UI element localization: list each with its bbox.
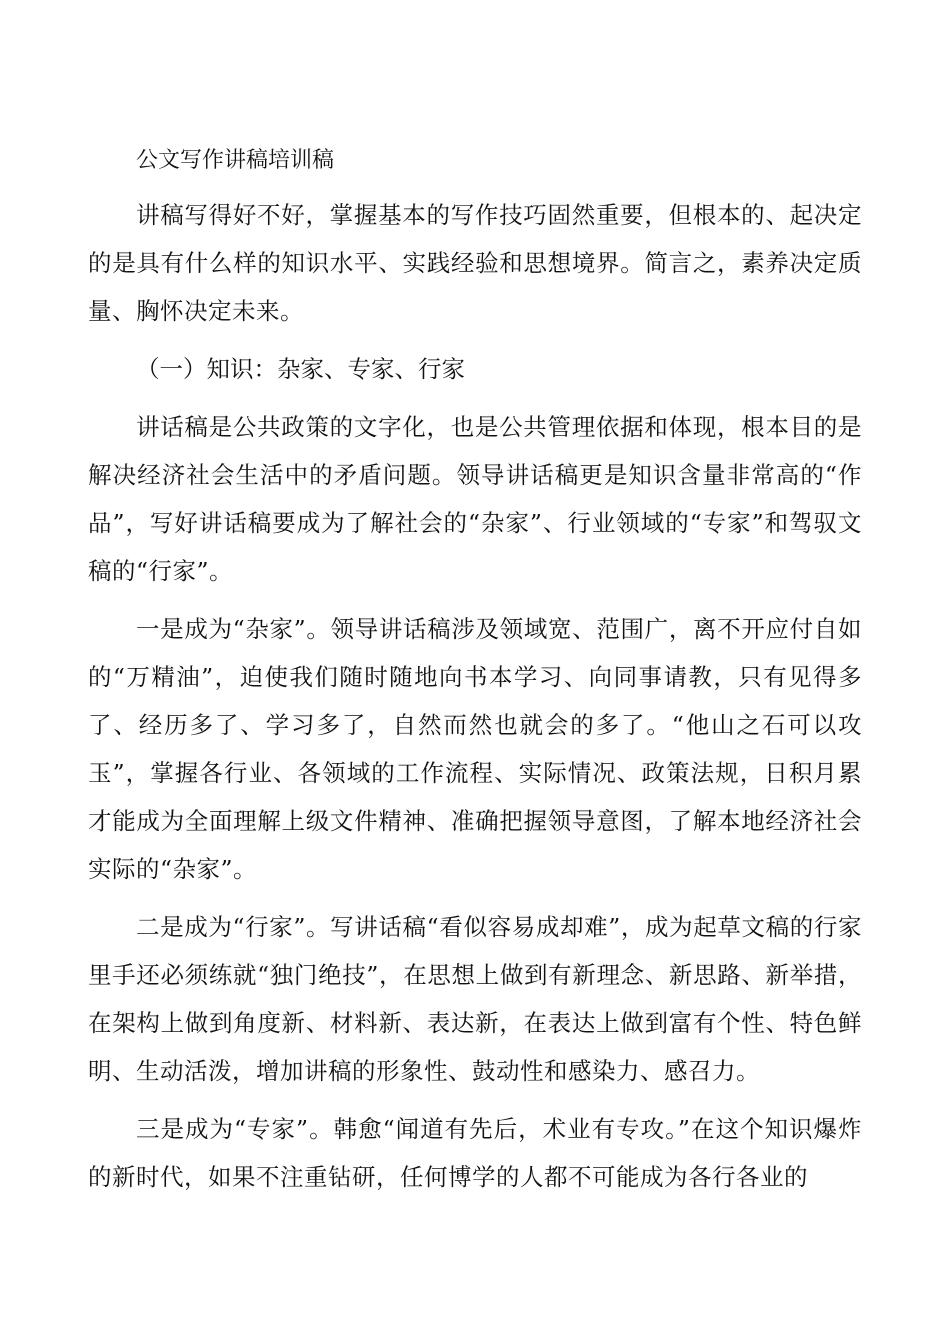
document-title: 公文写作讲稿培训稿 [136,148,335,173]
section-heading-knowledge: （一）知识：杂家、专家、行家 [136,355,465,383]
document-body [88,140,862,1211]
section-body-paragraph: 讲话稿是公共政策的文字化，也是公共管理依据和体现，根本目的是解决经济社会生活中的矛盾问题。领导讲话稿更是知识含量非常高的“作品”，写好讲话稿要成为了解社会的“杂家”、行业领域的“专家”和驾驭文稿的“行家”。 [88,413,862,585]
intro-paragraph: 讲稿写得好不好，掌握基本的写作技巧固然重要，但根本的、起决定的是具有什么样的知识水平、实践经验和思想境界。简言之，素养决定质量、胸怀决定未来。 [88,201,862,325]
point-generalist-paragraph: 一是成为“杂家”。领导讲话稿涉及领域宽、范围广，离不开应付自如的“万精油”，迫使我们随时随地向书本学习、向同事请教，只有见得多了、经历多了、学习多了，自然而然也就会的多了。“他山之石可以攻玉”，掌握各行业、各领域的工作流程、实际情况、政策法规，日积月累才能成为全面理解上级文件精神、准确把握领导意图，了解本地经济社会实际的“杂家”。 [88,615,862,883]
point-practitioner-paragraph: 二是成为“行家”。写讲话稿“看似容易成却难”，成为起草文稿的行家里手还必须练就“独门绝技”，在思想上做到有新理念、新思路、新举措，在架构上做到角度新、材料新、表达新，在表达上做到富有个性、特色鲜明、生动活泼，增加讲稿的形象性、鼓动性和感染力、感召力。 [88,913,862,1085]
point-specialist-paragraph: 三是成为“专家”。韩愈“闻道有先后，术业有专攻。”在这个知识爆炸的新时代，如果不注重钻研，任何博学的人都不可能成为各行各业的 [88,1115,862,1191]
